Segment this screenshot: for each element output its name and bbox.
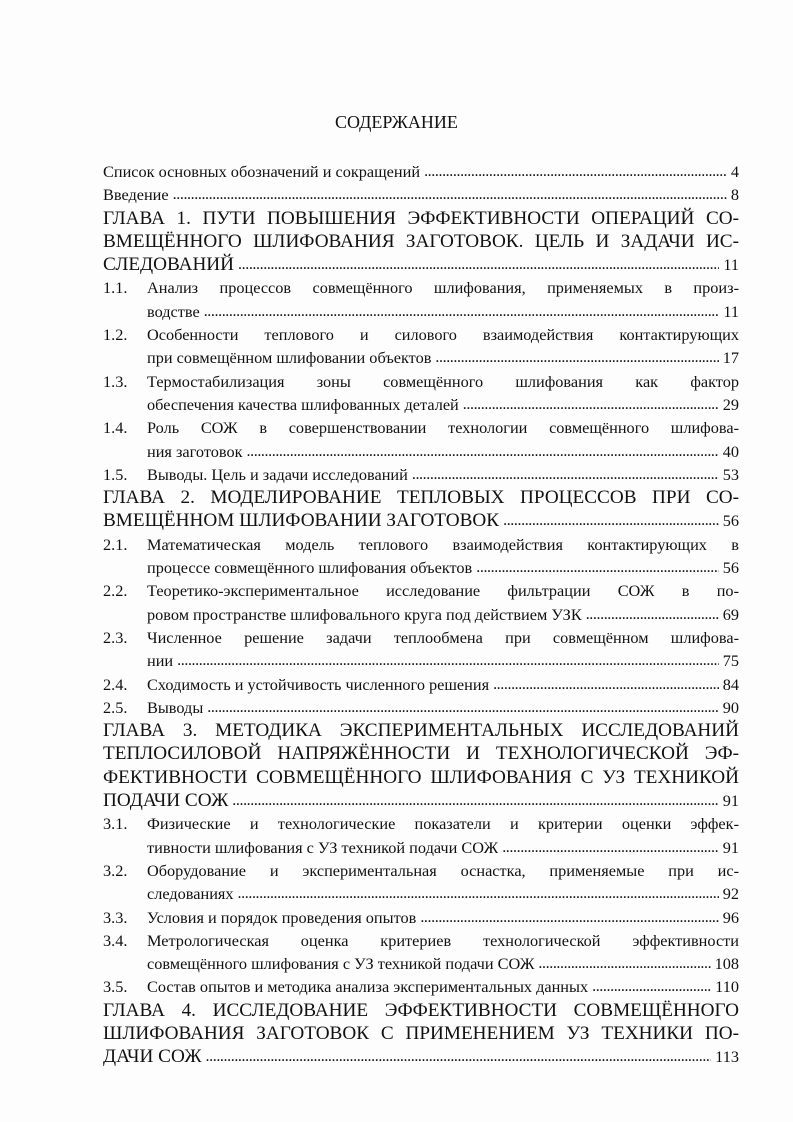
toc-entry-text: Метрологическая оценка критериев технологической эффективности [147, 930, 739, 950]
toc-line [103, 440, 739, 463]
toc-line [103, 323, 739, 346]
toc-entry-text: Теоретико-экспериментальное исследование фильтрации СОЖ в по- [147, 581, 739, 601]
toc-entry-number: 1.5. [103, 464, 128, 484]
toc-entry-text: нии [147, 651, 174, 671]
toc-entry[interactable] [103, 673, 739, 696]
toc-line [103, 579, 739, 602]
toc-entry[interactable] [103, 859, 739, 906]
toc-line [103, 1045, 739, 1068]
toc-entry-number: 1.4. [103, 418, 128, 438]
toc-page-number: 11 [723, 301, 739, 321]
toc-page-number: 110 [715, 977, 739, 997]
dot-leader [238, 882, 719, 905]
dot-leader [177, 649, 719, 672]
toc-entry-number: 3.3. [103, 907, 128, 927]
toc-entry-text: Особенности теплового и силового взаимодействия контактирующих [147, 325, 739, 345]
toc-line [103, 742, 739, 765]
toc-line [103, 416, 739, 439]
dot-leader [435, 346, 718, 369]
dot-leader [204, 300, 720, 323]
toc-entry-text: ФЕКТИВНОСТИ СОВМЕЩЁННОГО ШЛИФОВАНИЯ С УЗ ТЕХНИКОЙ [103, 766, 739, 788]
toc-page-number: 40 [722, 441, 739, 461]
toc-line [103, 556, 739, 579]
toc-line [103, 766, 739, 789]
toc-line [103, 975, 739, 998]
page-title: СОДЕРЖАНИЕ [335, 112, 458, 132]
toc-page-number: 96 [722, 907, 739, 927]
toc-entry-text: Математическая модель теплового взаимодействия контактирующих в [147, 534, 739, 554]
toc-line [103, 812, 739, 835]
toc-line [103, 370, 739, 393]
toc-line [103, 719, 739, 742]
dot-leader [173, 183, 727, 206]
toc-page-number: 91 [722, 791, 739, 811]
toc-entry-number: 3.2. [103, 860, 128, 880]
toc-entry-number: 3.1. [103, 814, 128, 834]
toc-entry[interactable] [103, 579, 739, 626]
toc-page-number: 4 [730, 162, 739, 181]
toc-page-number: 108 [714, 954, 739, 974]
toc-chapter-entry[interactable] [103, 207, 739, 277]
toc-entry-number: 2.4. [103, 674, 128, 694]
toc-page-number: 29 [722, 394, 739, 414]
toc-line [103, 393, 739, 416]
toc-entry-number: 2.1. [103, 534, 128, 554]
toc-entry-text: процессе совмещённого шлифования объектов [147, 558, 473, 578]
dot-leader [463, 393, 719, 416]
toc-entry[interactable] [103, 906, 739, 929]
toc-entry-text: Состав опытов и методика анализа экспериментальных данных [147, 977, 589, 997]
toc-entry-text: ВМЕЩЁННОМ ШЛИФОВАНИИ ЗАГОТОВОК [103, 510, 500, 532]
toc-entry-text: обеспечения качества шлифованных деталей [147, 394, 459, 414]
toc-line [103, 603, 739, 626]
toc-line [103, 300, 739, 323]
toc-entry-text: ПОДАЧИ СОЖ [103, 790, 229, 812]
dot-leader [592, 975, 711, 998]
toc-entry-text: ГЛАВА 2. МОДЕЛИРОВАНИЕ ТЕПЛОВЫХ ПРОЦЕССОВ ПРИ СО- [103, 487, 739, 509]
toc-line [103, 346, 739, 369]
toc-line [103, 882, 739, 905]
toc-entry[interactable] [103, 812, 739, 859]
toc-line [103, 836, 739, 859]
dot-leader [412, 463, 719, 486]
toc-entry-number: 3.5. [103, 977, 128, 997]
toc-entry-text: ШЛИФОВАНИЯ ЗАГОТОВОК С ПРИМЕНЕНИЕМ УЗ ТЕХНИКИ ПО- [103, 1022, 739, 1044]
toc-entry[interactable] [103, 416, 739, 463]
toc-entry-number: 1.3. [103, 371, 128, 391]
toc-line [103, 463, 739, 486]
toc-line [103, 649, 739, 672]
toc-page-number: 92 [722, 884, 739, 904]
toc-entry-number: 2.2. [103, 581, 128, 601]
toc-entry[interactable] [103, 370, 739, 417]
toc-page-number: 90 [722, 697, 739, 717]
toc-entry[interactable] [103, 323, 739, 370]
dot-leader [476, 556, 718, 579]
toc-entry-text: Выводы. Цель и задачи исследований [147, 464, 408, 484]
dot-leader [503, 509, 719, 532]
toc-entry-number: 2.3. [103, 627, 128, 647]
toc-line [103, 999, 739, 1022]
toc-entry-text: Выводы [147, 697, 204, 717]
toc-entry[interactable] [103, 276, 739, 323]
toc-entry-text: Условия и порядок проведения опытов [147, 907, 417, 927]
dot-leader [232, 789, 718, 812]
toc-entry-text: ГЛАВА 1. ПУТИ ПОВЫШЕНИЯ ЭФФЕКТИВНОСТИ ОПЕРАЦИЙ СО- [103, 207, 739, 229]
toc-page-number: 84 [722, 674, 739, 694]
toc-entry-text: Анализ процессов совмещённого шлифования, применяемых в произ- [147, 278, 739, 298]
dot-leader [493, 673, 719, 696]
dot-leader [247, 440, 719, 463]
dot-leader [206, 1045, 712, 1068]
toc-entry-text: Термостабилизация зоны совмещённого шлифования как фактор [147, 371, 739, 391]
toc-entry-number: 1.1. [103, 278, 128, 298]
toc-line [103, 533, 739, 556]
toc-entry[interactable] [103, 160, 739, 183]
toc-line [103, 253, 739, 276]
toc-line [103, 183, 739, 206]
toc-chapter-entry[interactable] [103, 719, 739, 812]
toc-entry-number: 2.5. [103, 697, 128, 717]
toc-entry[interactable] [103, 183, 739, 206]
toc-line [103, 1022, 739, 1045]
toc-entry[interactable] [103, 533, 739, 580]
toc-entry-text: Сходимость и устойчивость численного решения [147, 674, 490, 694]
toc-entry-number: 1.2. [103, 325, 128, 345]
toc-line [103, 906, 739, 929]
toc-page-number: 11 [723, 255, 739, 275]
toc-line [103, 626, 739, 649]
toc-entry[interactable] [103, 463, 739, 486]
toc-entry[interactable] [103, 975, 739, 998]
toc-entry-text: ТЕПЛОСИЛОВОЙ НАПРЯЖЁННОСТИ И ТЕХНОЛОГИЧЕСКОЙ ЭФ- [103, 743, 739, 765]
toc-entry-text: Роль СОЖ в совершенствовании технологии совмещённого шлифова- [147, 418, 739, 438]
toc-entry[interactable] [103, 696, 739, 719]
dot-leader [538, 952, 710, 975]
dot-leader [586, 603, 719, 626]
toc-entry-text: следованиях [147, 884, 234, 904]
toc-entry-text: при совмещённом шлифовании объектов [147, 348, 432, 368]
toc-line [103, 160, 739, 183]
toc-line [103, 696, 739, 719]
toc-entry-text: Введение [103, 185, 169, 205]
toc-line [103, 230, 739, 253]
toc-page-number: 113 [715, 1047, 739, 1067]
toc-line [103, 929, 739, 952]
toc-entry-text: водстве [147, 301, 200, 321]
toc-entry-text: Численное решение задачи теплообмена при совмещённом шлифова- [147, 627, 739, 647]
toc-entry-text: Оборудование и экспериментальная оснастка, применяемые при ис- [147, 860, 739, 880]
toc-line [103, 859, 739, 882]
toc-page-number: 75 [722, 651, 739, 671]
dot-leader [238, 253, 719, 276]
dot-leader [502, 836, 719, 859]
toc-entry-text: ния заготовок [147, 441, 243, 461]
toc-entry-text: ГЛАВА 3. МЕТОДИКА ЭКСПЕРИМЕНТАЛЬНЫХ ИССЛЕДОВАНИЙ [103, 720, 739, 742]
toc-entry-text: ДАЧИ СОЖ [103, 1046, 202, 1068]
table-of-contents [103, 160, 739, 1069]
toc-entry-text: совмещённого шлифования с УЗ техникой подачи СОЖ [147, 954, 535, 974]
toc-entry[interactable] [103, 626, 739, 673]
toc-line [103, 486, 739, 509]
toc-line [103, 673, 739, 696]
toc-line [103, 276, 739, 299]
dot-leader [420, 906, 718, 929]
toc-entry-text: ровом пространстве шлифовального круга под действием УЗК [147, 604, 582, 624]
toc-entry-text: Список основных обозначений и сокращений [103, 162, 421, 181]
toc-entry-number: 3.4. [103, 930, 128, 950]
toc-chapter-entry[interactable] [103, 486, 739, 533]
toc-entry-text: ВМЕЩЁННОГО ШЛИФОВАНИЯ ЗАГОТОВОК. ЦЕЛЬ И ЗАДАЧИ ИС- [103, 230, 739, 252]
toc-line [103, 789, 739, 812]
toc-entry-text: ГЛАВА 4. ИССЛЕДОВАНИЕ ЭФФЕКТИВНОСТИ СОВМЕЩЁННОГО [103, 999, 739, 1021]
toc-line [103, 509, 739, 532]
toc-entry-text: Физические и технологические показатели и критерии оценки эффек- [147, 814, 739, 834]
dot-leader [424, 160, 727, 183]
toc-page-number: 53 [722, 464, 739, 484]
toc-entry[interactable] [103, 929, 739, 976]
dot-leader [207, 696, 718, 719]
toc-page-number: 17 [722, 348, 739, 368]
toc-page-number: 56 [722, 511, 739, 531]
toc-entry-text: тивности шлифования с УЗ техникой подачи СОЖ [147, 837, 499, 857]
toc-page-number: 56 [722, 558, 739, 578]
toc-page-number: 69 [722, 604, 739, 624]
toc-page-number: 8 [730, 185, 739, 205]
toc-chapter-entry[interactable] [103, 999, 739, 1069]
toc-entry-text: СЛЕДОВАНИЙ [103, 254, 235, 276]
toc-page-number: 91 [722, 837, 739, 857]
toc-line [103, 952, 739, 975]
toc-line [103, 207, 739, 230]
